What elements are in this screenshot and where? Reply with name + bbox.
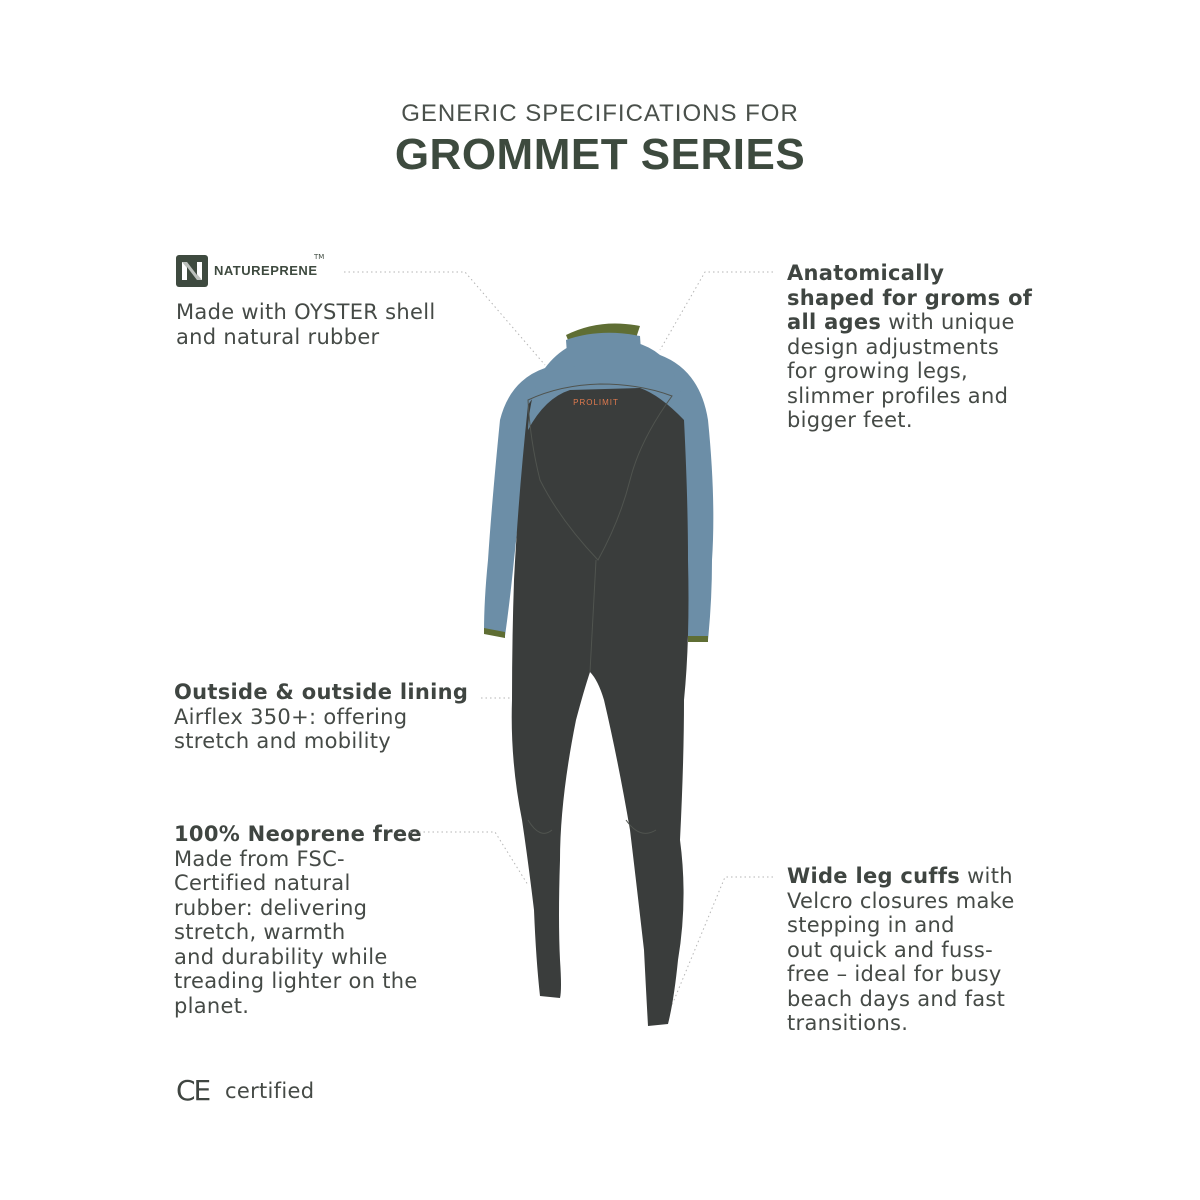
collar [566,333,642,368]
spec-line: transitions. [787,1011,909,1035]
spec-line: stretch, warmth [174,920,346,944]
spec-line: stepping in and [787,913,955,937]
spec-bold: Anatomically [787,261,945,285]
suit-body [512,378,689,1026]
spec-line: Velcro closures make [787,888,1015,913]
leader-line-neoprene [410,832,528,885]
spec-line: Made with OYSTER shell [176,300,436,324]
spec-title: 100% Neoprene free [174,822,422,846]
spec-line: and natural rubber [176,324,380,349]
spec-line: Certified natural [174,871,351,895]
spec-line: out quick and fuss- [787,937,993,962]
chest-logo: PROLIMIT [573,398,619,407]
ce-mark-icon: CE [176,1074,210,1107]
spec-line: slimmer profiles and [787,383,1009,408]
spec-line: free – ideal for busy [787,962,1002,986]
leader-line-cuffs [672,877,773,1005]
leader-line-natureprene [344,272,545,365]
spec-line: rubber: delivering [174,895,368,920]
spec-bold: shaped for groms of [787,285,1033,310]
spec-line: for growing legs, [787,359,969,383]
spec-text: with [960,864,1013,888]
spec-line: Airflex 350+: offering [174,704,408,729]
header-subtitle: GENERIC SPECIFICATIONS FOR [401,100,799,127]
trademark-mark: TM [314,253,325,261]
leader-line-anatomy [660,272,773,350]
certified-label: certified [225,1079,315,1103]
spec-line: Made from FSC- [174,846,345,871]
spec-line: planet. [174,993,250,1018]
natureprene-logo-text: NATUREPRENE [214,263,318,278]
spec-bold: all ages [787,310,882,334]
spec-line: and durability while [174,944,388,969]
spec-line: treading lighter on the [174,969,418,993]
spec-text: with unique [881,310,1015,334]
spec-bold: Wide leg cuffs [787,864,961,888]
right-cuff-trim [688,636,708,642]
spec-line: design adjustments [787,334,1000,359]
spec-title: Outside & outside lining [174,680,469,704]
spec-line: bigger feet. [787,408,913,432]
spec-line: beach days and fast [787,986,1006,1011]
spec-line: stretch and mobility [174,729,392,753]
header-title: GROMMET SERIES [394,130,806,179]
